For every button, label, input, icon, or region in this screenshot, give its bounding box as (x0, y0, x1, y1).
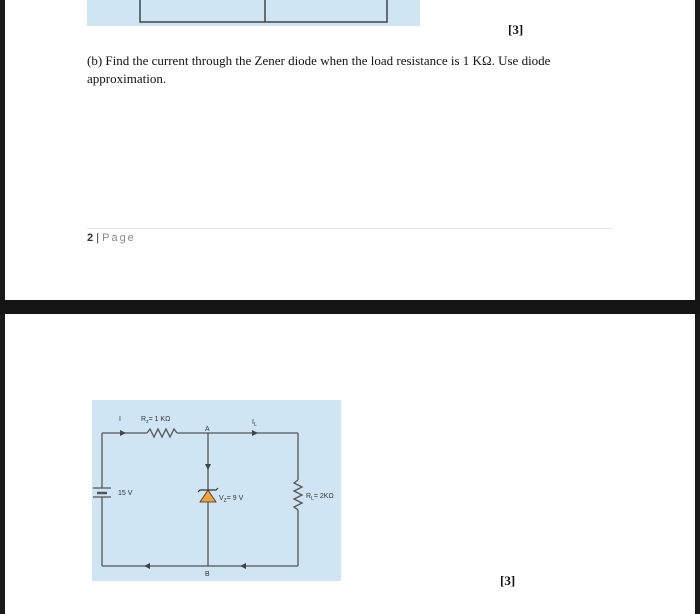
previous-circuit-diagram (87, 0, 420, 26)
zener-diode-symbol (198, 488, 218, 502)
marks-label: [3] (508, 22, 524, 37)
page-separator (0, 300, 700, 314)
footer-separator: | (96, 232, 100, 244)
arrow-current-i (120, 430, 126, 436)
arrow-zener-current (205, 464, 211, 470)
label-load-resistor: $R_L= 2K\Omega$ (306, 493, 334, 502)
battery-symbol (93, 488, 111, 497)
marks-label-bottom: [3] (500, 573, 516, 588)
label-current-i: I (119, 416, 121, 423)
label-load-current: $I_L$ (252, 419, 257, 428)
circuit-schematic (92, 400, 341, 581)
document-page-top (5, 0, 695, 300)
label-node-b: B (205, 571, 210, 578)
arrow-bottom-left (144, 563, 150, 569)
label-source-voltage: 15 V (118, 490, 133, 497)
label-node-a: A (205, 426, 210, 433)
series-resistor-symbol (147, 429, 177, 437)
footer-divider (87, 228, 612, 229)
zener-circuit-diagram (92, 400, 341, 581)
page-footer (87, 232, 136, 244)
arrow-load-current (252, 430, 258, 436)
label-series-resistor: $R_z= 1$ KΩ (141, 416, 171, 425)
page-word: Page (102, 232, 136, 244)
question-b-text: (b) Find the current through the Zener diode when the load resistance is 1 KΩ. Use diode approximation. (87, 53, 551, 86)
page-number: 2 (87, 232, 94, 244)
load-resistor-symbol (294, 480, 302, 510)
label-zener-voltage: $V_Z= 9$ V (219, 495, 244, 504)
arrow-bottom-right (240, 563, 246, 569)
previous-circuit-wires (87, 0, 420, 26)
